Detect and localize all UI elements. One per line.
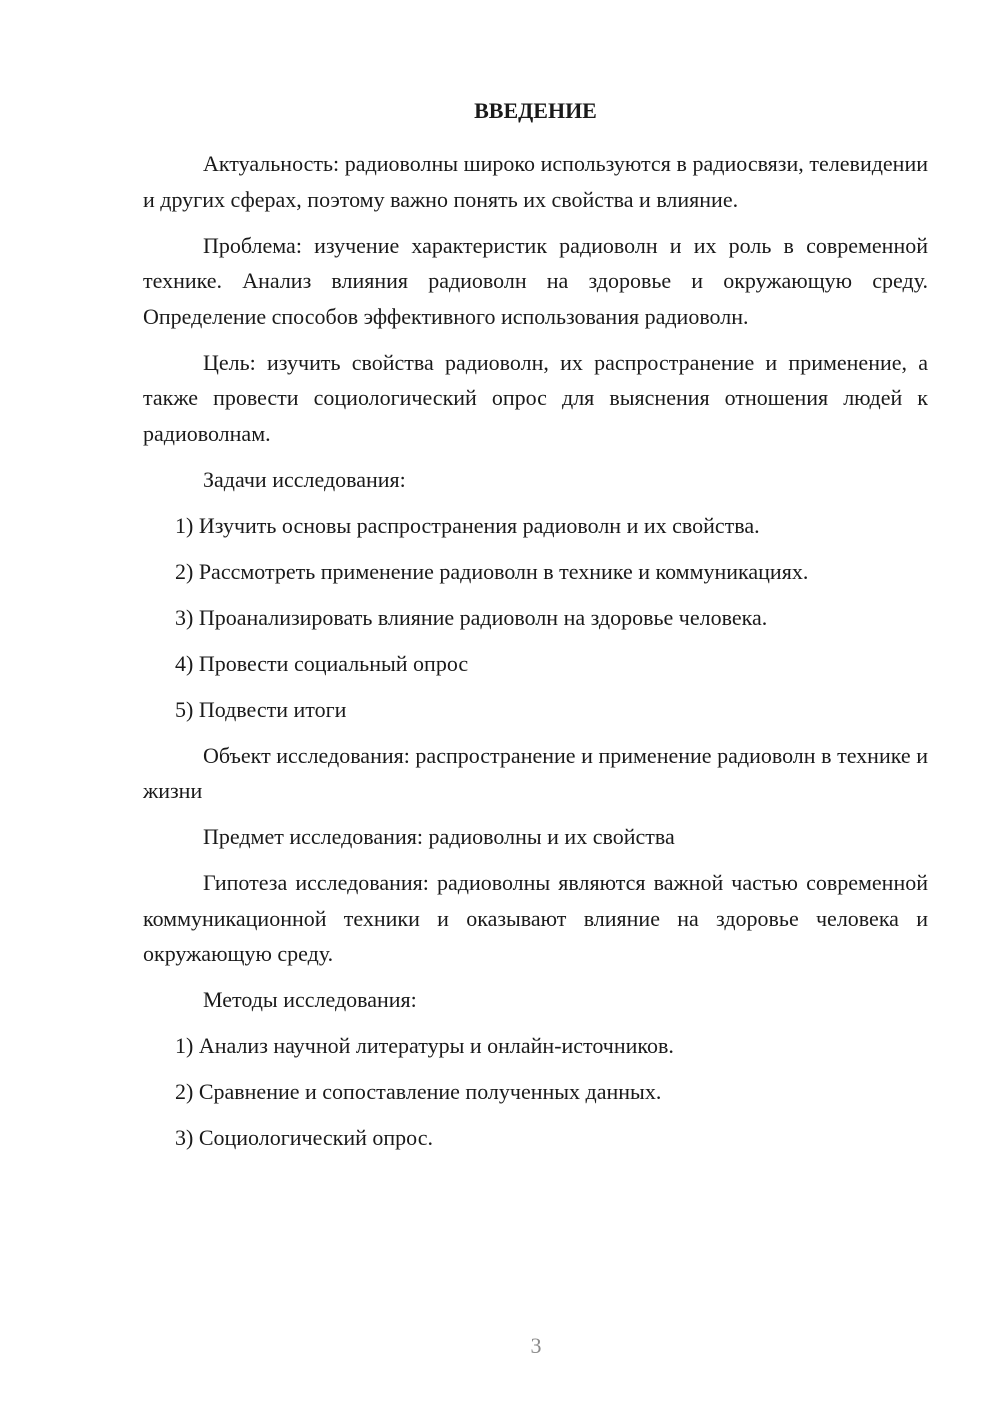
tasks-heading: Задачи исследования: — [203, 466, 406, 492]
method-item: 3) Социологический опрос. — [175, 1125, 433, 1150]
method-item: 2) Сравнение и сопоставление полученных данных. — [175, 1079, 662, 1104]
task-item: 4) Провести социальный опрос — [175, 650, 469, 676]
task-item: 5) Подвести итоги — [175, 696, 347, 722]
page-number: 3 — [530, 1333, 542, 1358]
goal-paragraph: Цель: изучить свойства радиоволн, их распространение и применение, а также провести социологический опрос для выяснения отношения людей к радиоволнам. — [143, 349, 928, 446]
task-item: 3) Проанализировать влияние радиоволн на здоровье человека. — [175, 604, 768, 630]
task-item: 1) Изучить основы распространения радиоволн и их свойства. — [175, 512, 760, 538]
hypothesis-paragraph: Гипотеза исследования: радиоволны являются важной частью современной коммуникационной техники и оказывают влияние на здоровье человека и окружающую среду. — [143, 870, 928, 966]
problem-paragraph: Проблема: изучение характеристик радиоволн и их роль в современной технике. Анализ влияния радиоволн на здоровье и окружающую среду. Определение способов эффективного использования радиоволн. — [143, 232, 928, 329]
relevance-paragraph: Актуальность: радиоволны широко используются в радиосвязи, телевидении и других сферах, поэтому важно понять их свойства и влияние. — [143, 151, 928, 212]
page-title: ВВЕДЕНИЕ — [474, 98, 597, 123]
task-item: 2) Рассмотреть применение радиоволн в технике и коммуникациях. — [175, 558, 809, 584]
object-paragraph: Объект исследования: распространение и применение радиоволн в технике и жизни — [143, 742, 928, 803]
method-item: 1) Анализ научной литературы и онлайн-источников. — [175, 1033, 674, 1058]
methods-heading: Методы исследования: — [203, 987, 417, 1012]
subject-paragraph: Предмет исследования: радиоволны и их свойства — [203, 824, 675, 849]
document-page — [143, 96, 928, 1166]
